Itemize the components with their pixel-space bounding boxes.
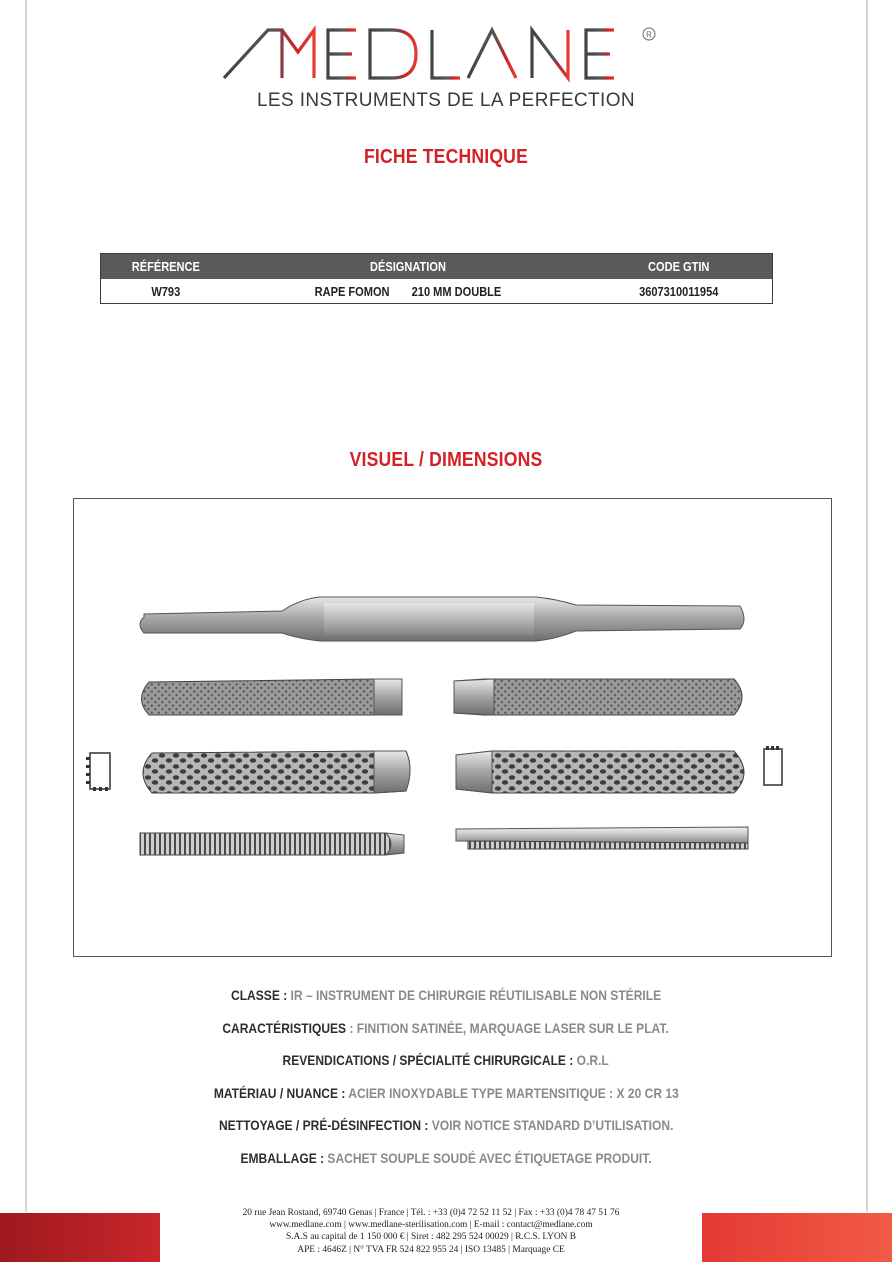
header-designation: DÉSIGNATION: [369, 259, 446, 274]
instrument-visual-frame: [73, 498, 832, 957]
instrument-illustration: [74, 499, 830, 955]
footer-red-bar-left: [0, 1213, 160, 1262]
footer-registration: APE : 4646Z | N° TVA FR 524 822 955 24 | ISO 13485 | Marquage CE: [297, 1244, 565, 1255]
technical-specifications: [0, 987, 892, 1182]
cell-gtin: 3607310011954: [638, 283, 718, 299]
cell-reference: W793: [151, 283, 181, 299]
spec-classe: CLASSE : IR – INSTRUMENT DE CHIRURGIE RÉUTILISABLE NON STÉRILE: [230, 987, 662, 1003]
company-footer: [160, 1207, 702, 1256]
header-gtin: CODE GTIN: [647, 259, 709, 274]
footer-legal: S.A.S au capital de 1 150 000 € | Siret : 482 295 524 00029 | R.C.S. LYON B: [285, 1232, 577, 1243]
visuel-dimensions-title: VISUEL / DIMENSIONS: [349, 449, 543, 471]
brand-tagline: LES INSTRUMENTS DE LA PERFECTION: [256, 90, 636, 111]
double-rasp-full-view-icon: [140, 597, 744, 641]
spec-emballage: EMBALLAGE : SACHET SOUPLE SOUDÉ AVEC ÉTIQUETAGE PRODUIT.: [240, 1149, 652, 1166]
svg-text:R: R: [646, 30, 652, 40]
table-row: [101, 279, 772, 303]
medlane-logo: [0, 22, 892, 84]
fiche-technique-title: FICHE TECHNIQUE: [364, 146, 528, 168]
footer-address: 20 rue Jean Rostand, 69740 Genas | France | Tél. : +33 (0)4 72 52 11 52 | Fax : +33 (0)4 78 47 51 76: [242, 1208, 620, 1218]
spec-materiau: MATÉRIAU / NUANCE : ACIER INOXYDABLE TYPE MARTENSITIQUE : X 20 CR 13: [213, 1084, 679, 1101]
rasp-detail-icons: [140, 679, 748, 855]
designation-size: 210 MM DOUBLE: [411, 283, 501, 299]
table-header-row: [101, 254, 772, 279]
registered-icon: [643, 28, 655, 40]
footer-red-bar-right: [702, 1213, 892, 1262]
footer-websites: www.medlane.com | www.medlane-sterilisation.com | E-mail : contact@medlane.com: [269, 1220, 593, 1231]
designation-name: RAPE FOMON: [314, 283, 390, 299]
product-reference-table: [100, 253, 773, 304]
cell-designation: [257, 284, 558, 299]
spec-nettoyage: NETTOYAGE / PRÉ-DÉSINFECTION : VOIR NOTICE STANDARD D’UTILISATION.: [218, 1117, 674, 1133]
spec-caracteristiques: CARACTÉRISTIQUES : FINITION SATINÉE, MARQUAGE LASER SUR LE PLAT.: [222, 1019, 670, 1036]
spec-revendications: REVENDICATIONS / SPÉCIALITÉ CHIRURGICALE : O.R.L: [282, 1052, 610, 1068]
header-reference: RÉFÉRENCE: [131, 259, 200, 274]
